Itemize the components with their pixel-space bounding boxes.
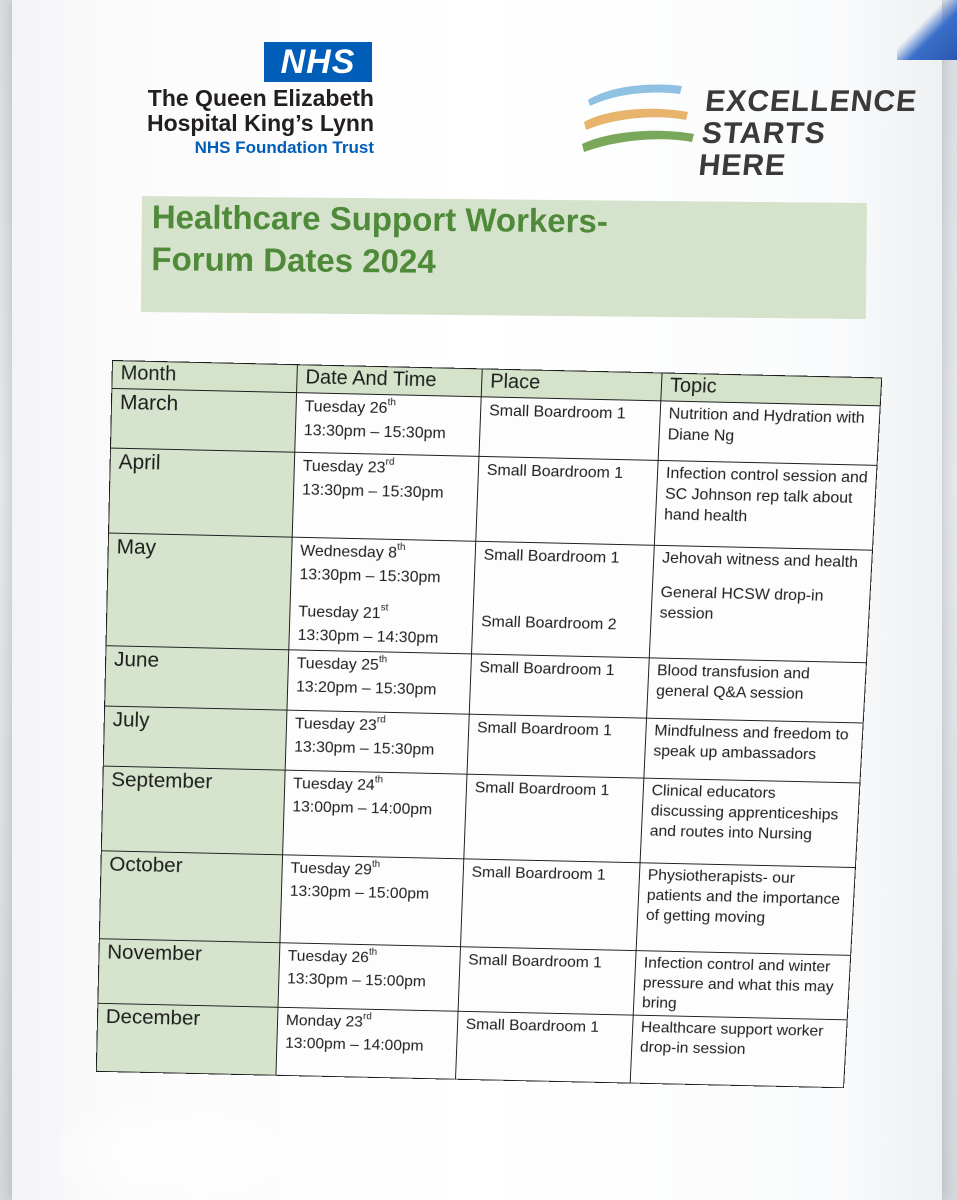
date-cell: Tuesday 23rd 13:30pm – 15:30pm [292,452,479,541]
date-cell: Tuesday 24th 13:00pm – 14:00pm [283,770,467,859]
month-cell: April [109,448,295,537]
place-cell: Small Boardroom 1 [456,1011,634,1083]
month-cell: December [96,1003,278,1075]
month-cell: June [105,646,289,710]
place-cell: Small Boardroom 1 [476,456,658,545]
month-cell: November [98,939,280,1008]
table-row [106,533,872,663]
date-cell: Tuesday 26th 13:30pm – 15:30pm [295,393,481,457]
hospital-name-line1: The Queen Elizabeth [147,85,374,111]
swoosh-icon [580,72,700,162]
place-cell: Small Boardroom 1 [479,397,661,461]
place-cell: Small Boardroom 1 [469,654,649,718]
trust-name: NHS Foundation Trust [194,138,374,157]
forum-table-wrapper [96,360,881,1088]
hospital-name-line2: Hospital King’s Lynn [146,110,374,136]
header-topic: Topic [661,373,882,406]
date-cell: Tuesday 29th 13:30pm – 15:00pm [280,855,464,947]
place-cell: Small Boardroom 1 [467,714,647,778]
place-cell: Small Boardroom 1 [458,947,636,1015]
topic-cell: Infection control and winter pressure and what this may bring [633,951,850,1020]
excellence-logo [580,72,919,182]
date-cell: Monday 23rd 13:00pm – 14:00pm [276,1007,458,1079]
topic-cell: Physiotherapists- our patients and the importance of getting moving [636,863,855,956]
header-month: Month [112,361,298,393]
month-cell: July [103,706,287,770]
date-cell: Tuesday 26th 13:30pm – 15:00pm [278,943,461,1012]
topic-cell: Healthcare support worker drop-in session [630,1015,847,1088]
month-cell: September [101,766,285,855]
forum-dates-table [96,360,882,1088]
header-place: Place [481,369,662,401]
month-cell: May [106,533,292,650]
topic-cell: Mindfulness and freedom to speak up ambassadors [644,718,863,783]
topic-cell: Nutrition and Hydration with Diane Ng [658,401,880,466]
table-row [99,851,855,956]
topic-cell: Blood transfusion and general Q&A session [647,658,867,723]
topic-cell: Clinical educators discussing apprenticeships and routes into Nursing [640,778,860,867]
slogan-line1: EXCELLENCE [703,85,919,118]
place-cell: Small Boardroom 1 [460,859,640,951]
title-line2: Forum Dates 2024 [151,240,436,280]
topic-cell: Jehovah witness and health General HCSW drop-in session [649,545,872,662]
month-cell: October [99,851,282,943]
table-row [101,766,860,867]
page-title [151,196,608,284]
title-line1: Healthcare Support Workers- [151,198,608,240]
nhs-logo [74,42,374,162]
nhs-badge: NHS [264,42,372,82]
slogan [697,86,919,182]
title-banner [141,196,867,319]
corner-tape [897,0,957,60]
place-cell: Small Boardroom 1 [464,774,644,863]
light-glare [60,1110,280,1200]
slogan-line2: STARTS HERE [696,117,828,182]
place-cell: Small Boardroom 1 Small Boardroom 2 [472,541,655,658]
month-cell: March [110,388,296,452]
header-date: Date And Time [297,365,483,397]
date-cell: Wednesday 8th 13:30pm – 15:30pm Tuesday 21st 13:30pm – 14:30pm [289,537,476,654]
hospital-name [74,86,374,136]
topic-cell: Infection control session and SC Johnson rep talk about hand health [654,460,877,550]
date-cell: Tuesday 25th 13:20pm – 15:30pm [287,650,472,714]
date-cell: Tuesday 23rd 13:30pm – 15:30pm [285,710,469,774]
